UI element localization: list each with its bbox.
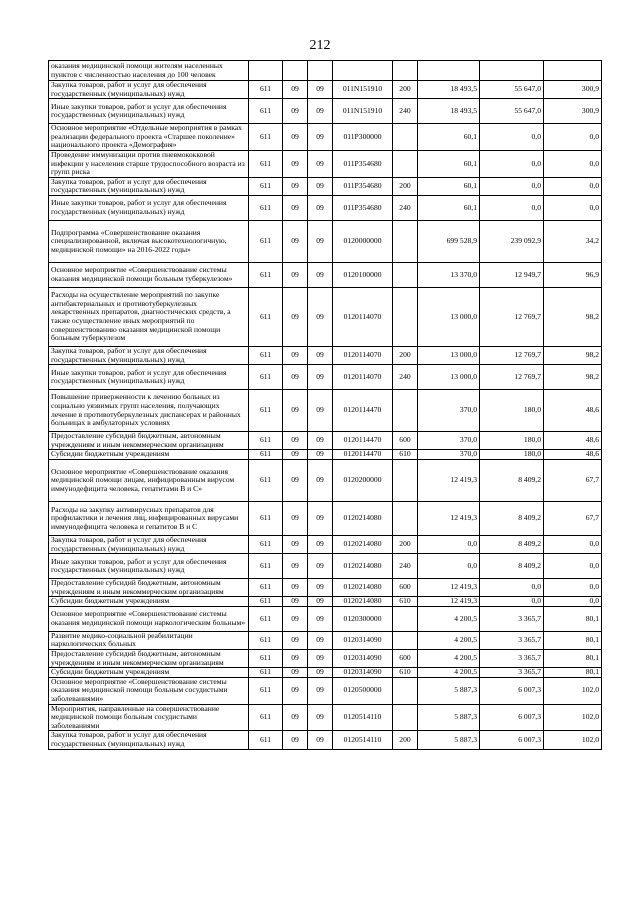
table-row xyxy=(49,195,602,220)
row-expense-type xyxy=(393,501,418,535)
table-row xyxy=(49,61,602,81)
row-gov-code: 611 xyxy=(249,124,283,151)
row-subsection: 09 xyxy=(308,432,333,450)
table-row xyxy=(49,731,602,749)
row-amount-plan: 699 528,9 xyxy=(418,220,480,262)
row-amount-plan: 4 200,5 xyxy=(418,668,480,678)
row-amount-actual: 0,0 xyxy=(480,150,544,177)
row-percent xyxy=(544,61,602,81)
row-section: 09 xyxy=(283,390,308,432)
row-gov-code: 611 xyxy=(249,554,283,579)
row-expense-type: 200 xyxy=(393,346,418,364)
row-name: Закупка товаров, работ и услуг для обеспечения государственных (муниципальных) нужд xyxy=(49,346,249,364)
row-amount-actual: 0,0 xyxy=(480,195,544,220)
row-gov-code: 611 xyxy=(249,450,283,460)
row-percent: 0,0 xyxy=(544,597,602,607)
row-percent: 0,0 xyxy=(544,535,602,553)
row-name: оказания медицинской помощи жителям населенных пунктов с численностью населения до 100 человек xyxy=(49,61,249,81)
row-name: Основное мероприятие «Совершенствование системы оказания медицинской помощи больным туберкулезом» xyxy=(49,262,249,287)
row-amount-actual: 8 409,2 xyxy=(480,554,544,579)
table-body xyxy=(49,61,602,750)
row-amount-plan: 60,1 xyxy=(418,177,480,195)
row-percent: 48,6 xyxy=(544,432,602,450)
row-percent: 67,7 xyxy=(544,501,602,535)
row-section xyxy=(283,61,308,81)
table-row xyxy=(49,501,602,535)
row-gov-code: 611 xyxy=(249,631,283,649)
row-gov-code: 611 xyxy=(249,390,283,432)
row-percent: 0,0 xyxy=(544,177,602,195)
row-amount-actual: 8 409,2 xyxy=(480,501,544,535)
table-row xyxy=(49,287,602,346)
row-subsection: 09 xyxy=(308,177,333,195)
row-section: 09 xyxy=(283,432,308,450)
row-percent: 0,0 xyxy=(544,195,602,220)
row-section: 09 xyxy=(283,650,308,668)
row-amount-actual: 180,0 xyxy=(480,432,544,450)
row-target-article: 0120200000 xyxy=(333,459,393,501)
row-percent: 0,0 xyxy=(544,124,602,151)
row-subsection: 09 xyxy=(308,459,333,501)
row-percent: 300,9 xyxy=(544,81,602,99)
row-target-article: 0120114470 xyxy=(333,390,393,432)
row-subsection: 09 xyxy=(308,287,333,346)
table-row xyxy=(49,597,602,607)
row-amount-plan: 0,0 xyxy=(418,535,480,553)
row-percent: 98,2 xyxy=(544,346,602,364)
row-target-article: 0120314090 xyxy=(333,631,393,649)
row-name: Предоставление субсидий бюджетным, автономным учреждениям и иным некоммерческим организациям xyxy=(49,432,249,450)
row-subsection: 09 xyxy=(308,195,333,220)
row-subsection: 09 xyxy=(308,631,333,649)
row-name: Иные закупки товаров, работ и услуг для обеспечения государственных (муниципальных) нужд xyxy=(49,365,249,390)
row-amount-plan: 13 000,0 xyxy=(418,365,480,390)
row-amount-plan: 13 000,0 xyxy=(418,287,480,346)
row-subsection: 09 xyxy=(308,579,333,597)
row-percent: 80,1 xyxy=(544,650,602,668)
row-target-article: 0120300000 xyxy=(333,606,393,631)
row-gov-code: 611 xyxy=(249,535,283,553)
table-row xyxy=(49,262,602,287)
row-gov-code: 611 xyxy=(249,597,283,607)
table-row xyxy=(49,668,602,678)
row-section: 09 xyxy=(283,287,308,346)
row-percent: 96,9 xyxy=(544,262,602,287)
row-name: Развитие медико-социальной реабилитации наркологических больных xyxy=(49,631,249,649)
row-name: Иные закупки товаров, работ и услуг для обеспечения государственных (муниципальных) нужд xyxy=(49,554,249,579)
row-percent: 67,7 xyxy=(544,459,602,501)
table-row xyxy=(49,365,602,390)
table-row xyxy=(49,650,602,668)
row-gov-code: 611 xyxy=(249,501,283,535)
row-amount-plan: 13 000,0 xyxy=(418,346,480,364)
row-target-article: 011P354680 xyxy=(333,195,393,220)
row-amount-plan xyxy=(418,61,480,81)
row-expense-type: 200 xyxy=(393,177,418,195)
row-section: 09 xyxy=(283,346,308,364)
row-amount-plan: 4 200,5 xyxy=(418,631,480,649)
row-amount-actual: 12 769,7 xyxy=(480,346,544,364)
table-row xyxy=(49,704,602,731)
row-expense-type: 240 xyxy=(393,99,418,124)
row-gov-code: 611 xyxy=(249,432,283,450)
row-expense-type: 600 xyxy=(393,579,418,597)
row-name: Основное мероприятие «Совершенствование системы оказания медицинской помощи наркологическим больным» xyxy=(49,606,249,631)
row-target-article: 0120000000 xyxy=(333,220,393,262)
row-gov-code: 611 xyxy=(249,459,283,501)
row-amount-actual: 6 007,3 xyxy=(480,677,544,704)
row-gov-code: 611 xyxy=(249,287,283,346)
row-amount-plan: 370,0 xyxy=(418,390,480,432)
table-row xyxy=(49,535,602,553)
row-expense-type: 240 xyxy=(393,195,418,220)
row-subsection: 09 xyxy=(308,124,333,151)
row-gov-code: 611 xyxy=(249,262,283,287)
row-subsection: 09 xyxy=(308,99,333,124)
row-subsection: 09 xyxy=(308,390,333,432)
row-amount-actual: 0,0 xyxy=(480,579,544,597)
row-target-article: 011P300000 xyxy=(333,124,393,151)
table-row xyxy=(49,81,602,99)
row-expense-type xyxy=(393,287,418,346)
row-percent: 48,6 xyxy=(544,390,602,432)
row-gov-code: 611 xyxy=(249,704,283,731)
row-subsection: 09 xyxy=(308,704,333,731)
row-amount-actual: 8 409,2 xyxy=(480,459,544,501)
row-expense-type xyxy=(393,631,418,649)
row-name: Иные закупки товаров, работ и услуг для обеспечения государственных (муниципальных) нужд xyxy=(49,195,249,220)
page-number: 212 xyxy=(309,38,331,53)
row-amount-plan: 12 419,3 xyxy=(418,579,480,597)
row-subsection: 09 xyxy=(308,81,333,99)
row-amount-actual: 3 365,7 xyxy=(480,631,544,649)
row-percent: 98,2 xyxy=(544,287,602,346)
row-gov-code: 611 xyxy=(249,731,283,749)
row-section: 09 xyxy=(283,579,308,597)
row-section: 09 xyxy=(283,731,308,749)
row-name: Закупка товаров, работ и услуг для обеспечения государственных (муниципальных) нужд xyxy=(49,731,249,749)
row-section: 09 xyxy=(283,606,308,631)
row-name: Проведение иммунизации против пневмококковой инфекции у населения старше трудоспособного возраста из групп риска xyxy=(49,150,249,177)
row-expense-type xyxy=(393,150,418,177)
row-expense-type: 240 xyxy=(393,554,418,579)
row-amount-actual: 8 409,2 xyxy=(480,535,544,553)
row-amount-actual xyxy=(480,61,544,81)
row-amount-plan: 5 887,3 xyxy=(418,731,480,749)
row-expense-type xyxy=(393,704,418,731)
row-section: 09 xyxy=(283,195,308,220)
row-percent: 80,1 xyxy=(544,606,602,631)
row-subsection: 09 xyxy=(308,535,333,553)
row-percent: 0,0 xyxy=(544,554,602,579)
row-expense-type xyxy=(393,459,418,501)
row-target-article: 011N151910 xyxy=(333,81,393,99)
row-name: Закупка товаров, работ и услуг для обеспечения государственных (муниципальных) нужд xyxy=(49,81,249,99)
row-expense-type xyxy=(393,390,418,432)
row-section: 09 xyxy=(283,150,308,177)
row-name: Основное мероприятие «Отдельные мероприятия в рамках реализации федерального проекта «Старшее поколение» национального проекта «Демография» xyxy=(49,124,249,151)
row-target-article: 0120114470 xyxy=(333,450,393,460)
row-section: 09 xyxy=(283,554,308,579)
row-subsection: 09 xyxy=(308,554,333,579)
row-percent: 300,9 xyxy=(544,99,602,124)
row-target-article: 0120100000 xyxy=(333,262,393,287)
row-expense-type xyxy=(393,262,418,287)
row-section: 09 xyxy=(283,220,308,262)
row-percent: 80,1 xyxy=(544,631,602,649)
row-amount-plan: 12 419,3 xyxy=(418,501,480,535)
row-gov-code: 611 xyxy=(249,99,283,124)
row-amount-actual: 6 007,3 xyxy=(480,704,544,731)
row-expense-type xyxy=(393,61,418,81)
row-subsection: 09 xyxy=(308,346,333,364)
row-target-article: 0120514110 xyxy=(333,704,393,731)
row-subsection: 09 xyxy=(308,220,333,262)
row-amount-plan: 60,1 xyxy=(418,124,480,151)
row-amount-actual: 0,0 xyxy=(480,124,544,151)
row-amount-plan: 4 200,5 xyxy=(418,606,480,631)
row-gov-code: 611 xyxy=(249,579,283,597)
table-row xyxy=(49,150,602,177)
row-name: Подпрограмма «Совершенствование оказания специализированной, включая высокотехнологичную, медицинской помощи» на 2016-2022 годы» xyxy=(49,220,249,262)
row-section: 09 xyxy=(283,631,308,649)
table-row xyxy=(49,346,602,364)
row-expense-type: 600 xyxy=(393,432,418,450)
row-amount-plan: 370,0 xyxy=(418,450,480,460)
table-row xyxy=(49,631,602,649)
row-expense-type xyxy=(393,606,418,631)
row-target-article: 011P354680 xyxy=(333,150,393,177)
row-subsection: 09 xyxy=(308,501,333,535)
row-section: 09 xyxy=(283,597,308,607)
table-row xyxy=(49,459,602,501)
row-target-article: 0120214080 xyxy=(333,554,393,579)
row-target-article: 0120314090 xyxy=(333,650,393,668)
row-target-article: 0120514110 xyxy=(333,731,393,749)
row-subsection: 09 xyxy=(308,606,333,631)
row-amount-plan: 13 370,0 xyxy=(418,262,480,287)
row-target-article: 0120314090 xyxy=(333,668,393,678)
row-amount-plan: 12 419,3 xyxy=(418,459,480,501)
budget-table xyxy=(48,60,602,750)
table-row xyxy=(49,677,602,704)
row-target-article: 011P354680 xyxy=(333,177,393,195)
row-expense-type: 610 xyxy=(393,668,418,678)
row-subsection xyxy=(308,61,333,81)
row-section: 09 xyxy=(283,450,308,460)
row-subsection: 09 xyxy=(308,668,333,678)
row-name: Основное мероприятие «Совершенствование оказания медицинской помощи лицам, инфицированным вирусом иммунодефицита человека, гепатитами В и С» xyxy=(49,459,249,501)
row-gov-code: 611 xyxy=(249,365,283,390)
row-gov-code: 611 xyxy=(249,606,283,631)
row-amount-plan: 0,0 xyxy=(418,554,480,579)
table-row xyxy=(49,450,602,460)
row-name: Субсидии бюджетным учреждениям xyxy=(49,668,249,678)
row-subsection: 09 xyxy=(308,677,333,704)
row-amount-actual: 55 647,0 xyxy=(480,81,544,99)
row-subsection: 09 xyxy=(308,150,333,177)
row-amount-plan: 5 887,3 xyxy=(418,677,480,704)
row-subsection: 09 xyxy=(308,597,333,607)
row-amount-actual: 3 365,7 xyxy=(480,668,544,678)
row-amount-plan: 4 200,5 xyxy=(418,650,480,668)
row-gov-code: 611 xyxy=(249,650,283,668)
row-section: 09 xyxy=(283,459,308,501)
row-name: Субсидии бюджетным учреждениям xyxy=(49,450,249,460)
row-amount-plan: 18 493,5 xyxy=(418,99,480,124)
row-amount-actual: 0,0 xyxy=(480,177,544,195)
row-target-article: 0120214080 xyxy=(333,597,393,607)
row-name: Субсидии бюджетным учреждениям xyxy=(49,597,249,607)
row-target-article: 0120500000 xyxy=(333,677,393,704)
row-section: 09 xyxy=(283,81,308,99)
row-target-article: 0120114070 xyxy=(333,287,393,346)
row-gov-code: 611 xyxy=(249,668,283,678)
row-subsection: 09 xyxy=(308,731,333,749)
table-row xyxy=(49,177,602,195)
row-amount-actual: 239 092,9 xyxy=(480,220,544,262)
row-expense-type xyxy=(393,220,418,262)
row-section: 09 xyxy=(283,668,308,678)
row-subsection: 09 xyxy=(308,262,333,287)
row-section: 09 xyxy=(283,535,308,553)
row-amount-plan: 60,1 xyxy=(418,195,480,220)
row-target-article xyxy=(333,61,393,81)
row-section: 09 xyxy=(283,262,308,287)
row-amount-plan: 5 887,3 xyxy=(418,704,480,731)
row-name: Расходы на закупку антивирусных препаратов для профилактики и лечения лиц, инфицированных вирусами иммунодефицита человека и гепатитов В и С xyxy=(49,501,249,535)
table-row xyxy=(49,432,602,450)
row-percent: 0,0 xyxy=(544,150,602,177)
row-target-article: 0120114070 xyxy=(333,346,393,364)
row-amount-plan: 18 493,5 xyxy=(418,81,480,99)
table-row xyxy=(49,390,602,432)
row-name: Повышение приверженности к лечению больных из социально уязвимых групп населения, получающих лечение в противотуберкулезных диспансерах и районных больницах в амбулаторных условиях xyxy=(49,390,249,432)
row-amount-actual: 3 365,7 xyxy=(480,650,544,668)
row-percent: 102,0 xyxy=(544,677,602,704)
row-expense-type: 610 xyxy=(393,450,418,460)
row-gov-code: 611 xyxy=(249,677,283,704)
row-subsection: 09 xyxy=(308,450,333,460)
row-amount-actual: 3 365,7 xyxy=(480,606,544,631)
row-amount-plan: 60,1 xyxy=(418,150,480,177)
row-target-article: 0120114070 xyxy=(333,365,393,390)
row-gov-code xyxy=(249,61,283,81)
row-expense-type: 200 xyxy=(393,731,418,749)
row-percent: 98,2 xyxy=(544,365,602,390)
row-expense-type: 240 xyxy=(393,365,418,390)
row-name: Мероприятия, направленные на совершенствование медицинской помощи больным сосудистыми заболеваниями xyxy=(49,704,249,731)
row-target-article: 0120214080 xyxy=(333,501,393,535)
row-percent: 48,6 xyxy=(544,450,602,460)
row-amount-actual: 6 007,3 xyxy=(480,731,544,749)
row-expense-type: 610 xyxy=(393,597,418,607)
row-name: Закупка товаров, работ и услуг для обеспечения государственных (муниципальных) нужд xyxy=(49,535,249,553)
row-amount-plan: 12 419,3 xyxy=(418,597,480,607)
row-section: 09 xyxy=(283,124,308,151)
row-expense-type: 600 xyxy=(393,650,418,668)
row-target-article: 0120214080 xyxy=(333,579,393,597)
row-name: Закупка товаров, работ и услуг для обеспечения государственных (муниципальных) нужд xyxy=(49,177,249,195)
row-percent: 80,1 xyxy=(544,668,602,678)
row-target-article: 0120214080 xyxy=(333,535,393,553)
row-section: 09 xyxy=(283,677,308,704)
row-amount-plan: 370,0 xyxy=(418,432,480,450)
table-row xyxy=(49,99,602,124)
row-amount-actual: 55 647,0 xyxy=(480,99,544,124)
row-target-article: 0120114470 xyxy=(333,432,393,450)
row-section: 09 xyxy=(283,177,308,195)
row-gov-code: 611 xyxy=(249,346,283,364)
row-gov-code: 611 xyxy=(249,195,283,220)
row-section: 09 xyxy=(283,704,308,731)
row-section: 09 xyxy=(283,99,308,124)
row-percent: 0,0 xyxy=(544,579,602,597)
row-section: 09 xyxy=(283,501,308,535)
row-amount-actual: 180,0 xyxy=(480,450,544,460)
row-gov-code: 611 xyxy=(249,150,283,177)
row-section: 09 xyxy=(283,365,308,390)
row-expense-type: 200 xyxy=(393,81,418,99)
row-amount-actual: 12 949,7 xyxy=(480,262,544,287)
row-amount-actual: 180,0 xyxy=(480,390,544,432)
row-name: Основное мероприятие «Совершенствование системы оказания медицинской помощи больным сосудистыми заболеваниями» xyxy=(49,677,249,704)
row-percent: 102,0 xyxy=(544,731,602,749)
table-row xyxy=(49,220,602,262)
row-subsection: 09 xyxy=(308,650,333,668)
row-expense-type: 200 xyxy=(393,535,418,553)
row-name: Предоставление субсидий бюджетным, автономным учреждениям и иным некоммерческим организациям xyxy=(49,650,249,668)
table-row xyxy=(49,124,602,151)
row-subsection: 09 xyxy=(308,365,333,390)
row-amount-actual: 12 769,7 xyxy=(480,287,544,346)
row-amount-actual: 12 769,7 xyxy=(480,365,544,390)
row-expense-type xyxy=(393,124,418,151)
row-expense-type xyxy=(393,677,418,704)
table-row xyxy=(49,554,602,579)
row-gov-code: 611 xyxy=(249,177,283,195)
row-name: Предоставление субсидий бюджетным, автономным учреждениям и иным некоммерческим организациям xyxy=(49,579,249,597)
row-amount-actual: 0,0 xyxy=(480,597,544,607)
row-gov-code: 611 xyxy=(249,81,283,99)
row-percent: 102,0 xyxy=(544,704,602,731)
table-row xyxy=(49,606,602,631)
row-name: Расходы на осуществление мероприятий по закупке антибактериальных и противотуберкулезных лекарственных препаратов, диагностических средств, а также осуществление иных мероприятий по совершенствованию оказания медицинской помощи больным туберкулезом xyxy=(49,287,249,346)
row-name: Иные закупки товаров, работ и услуг для обеспечения государственных (муниципальных) нужд xyxy=(49,99,249,124)
table-row xyxy=(49,579,602,597)
row-target-article: 011N151910 xyxy=(333,99,393,124)
row-percent: 34,2 xyxy=(544,220,602,262)
row-gov-code: 611 xyxy=(249,220,283,262)
